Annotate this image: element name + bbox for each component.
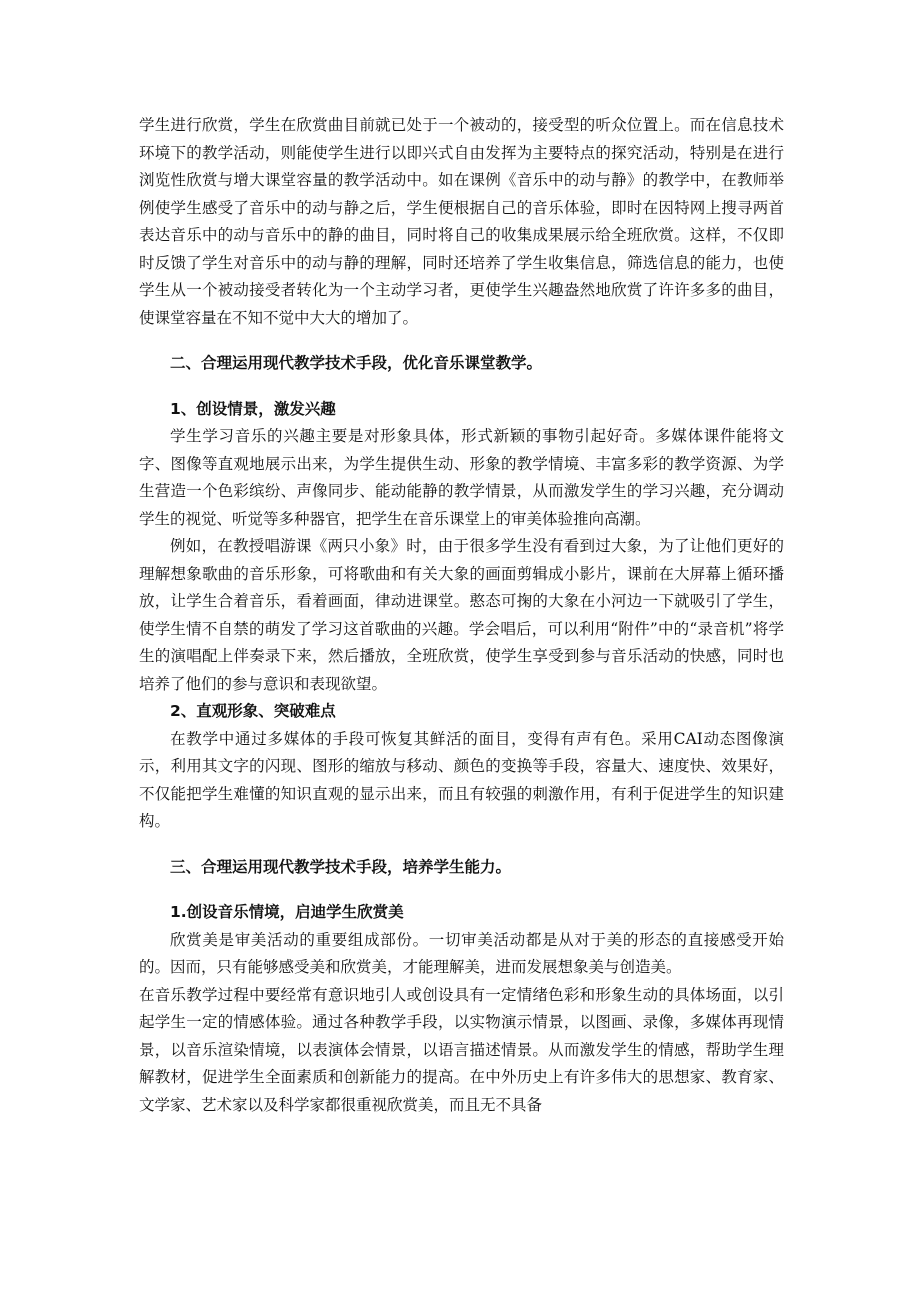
subsection-2-1-heading: 1、创设情景，激发兴趣 bbox=[170, 399, 336, 418]
section-3-heading: 三、合理运用现代教学技术手段，培养学生能力。 bbox=[170, 857, 512, 876]
paragraph-intro: 学生进行欣赏，学生在欣赏曲目前就已处于一个被动的，接受型的听众位置上。而在信息技术环境下的教学活动，则能使学生进行以即兴式自由发挥为主要特点的探究活动，特别是在进行浏览性欣赏与增大课堂容量的教学活动中。如在课例《音乐中的动与静》的教学中，在教师举例使学生感受了音乐中的动与静之后，学生便根据自己的音乐体验，即时在因特网上搜寻两首表达音乐中的动与音乐中的静的曲目，同时将自己的收集成果展示给全班欣赏。这样，不仅即时反馈了学生对音乐中的动与静的理解，同时还培养了学生收集信息，筛选信息的能力，也使学生从一个被动接受者转化为一个主动学习者，更使学生兴趣盎然地欣赏了许许多多的曲目，使课堂容量在不知不觉中大大的增加了。 bbox=[139, 116, 784, 327]
section-2-heading: 二、合理运用现代教学技术手段，优化音乐课堂教学。 bbox=[170, 354, 543, 372]
subsection-2-2-heading: 2、直观形象、突破难点 bbox=[170, 702, 336, 720]
paragraph-teaching-process: 在音乐教学过程中要经常有意识地引人或创设具有一定情绪色彩和形象生动的具体场面，以引起学生一定的情感体验。通过各种教学手段，以实物演示情景，以图画、录像，多媒体再现情景，以音乐渲染情境，以表演体会情景，以语言描述情景。从而激发学生的情感，帮助学生理解教材，促进学生全面素质和创新能力的提高。在中外历史上有许多伟大的思想家、教育家、文学家、艺术家以及科学家都很重视欣赏美，而且无不具备 bbox=[139, 985, 784, 1114]
paragraph-example: 例如，在教授唱游课《两只小象》时，由于很多学生没有看到过大象，为了让他们更好的理解想象歌曲的音乐形象，可将歌曲和有关大象的画面剪辑成小影片，课前在大屏幕上循环播放，让学生合着音乐，看着画面，律动进课堂。憨态可掬的大象在小河边一下就吸引了学生，使学生情不自禁的萌发了学习这首歌曲的兴趣。学会唱后，可以利用“附件”中的“录音机”将学生的演唱配上伴奏录下来，然后播放，全班欣赏，使学生享受到参与音乐活动的快感，同时也培养了他们的参与意识和表现欲望。 bbox=[139, 537, 784, 693]
document-page bbox=[139, 112, 784, 1119]
paragraph-appreciation: 欣赏美是审美活动的重要组成部份。一切审美活动都是从对于美的形态的直接感受开始的。因而，只有能够感受美和欣赏美，才能理解美，进而发展想象美与创造美。 bbox=[139, 930, 784, 976]
subsection-3-1-heading: 1.创设音乐情境，启迪学生欣赏美 bbox=[170, 903, 404, 921]
paragraph-interest: 学生学习音乐的兴趣主要是对形象具体，形式新颖的事物引起好奇。多媒体课件能将文字、图像等直观地展示出来，为学生提供生动、形象的教学情境、丰富多彩的教学资源、为学生营造一个色彩缤纷、声像同步、能动能静的教学情景，从而激发学生的学习兴趣，充分调动学生的视觉、听觉等多种器官，把学生在音乐课堂上的审美体验推向高潮。 bbox=[139, 427, 784, 528]
paragraph-multimedia: 在教学中通过多媒体的手段可恢复其鲜活的面目，变得有声有色。采用CAI动态图像演示，利用其文字的闪现、图形的缩放与移动、颜色的变换等手段，容量大、速度快、效果好，不仅能把学生难懂的知识直观的显示出来，而且有较强的刺激作用，有利于促进学生的知识建构。 bbox=[139, 729, 784, 830]
